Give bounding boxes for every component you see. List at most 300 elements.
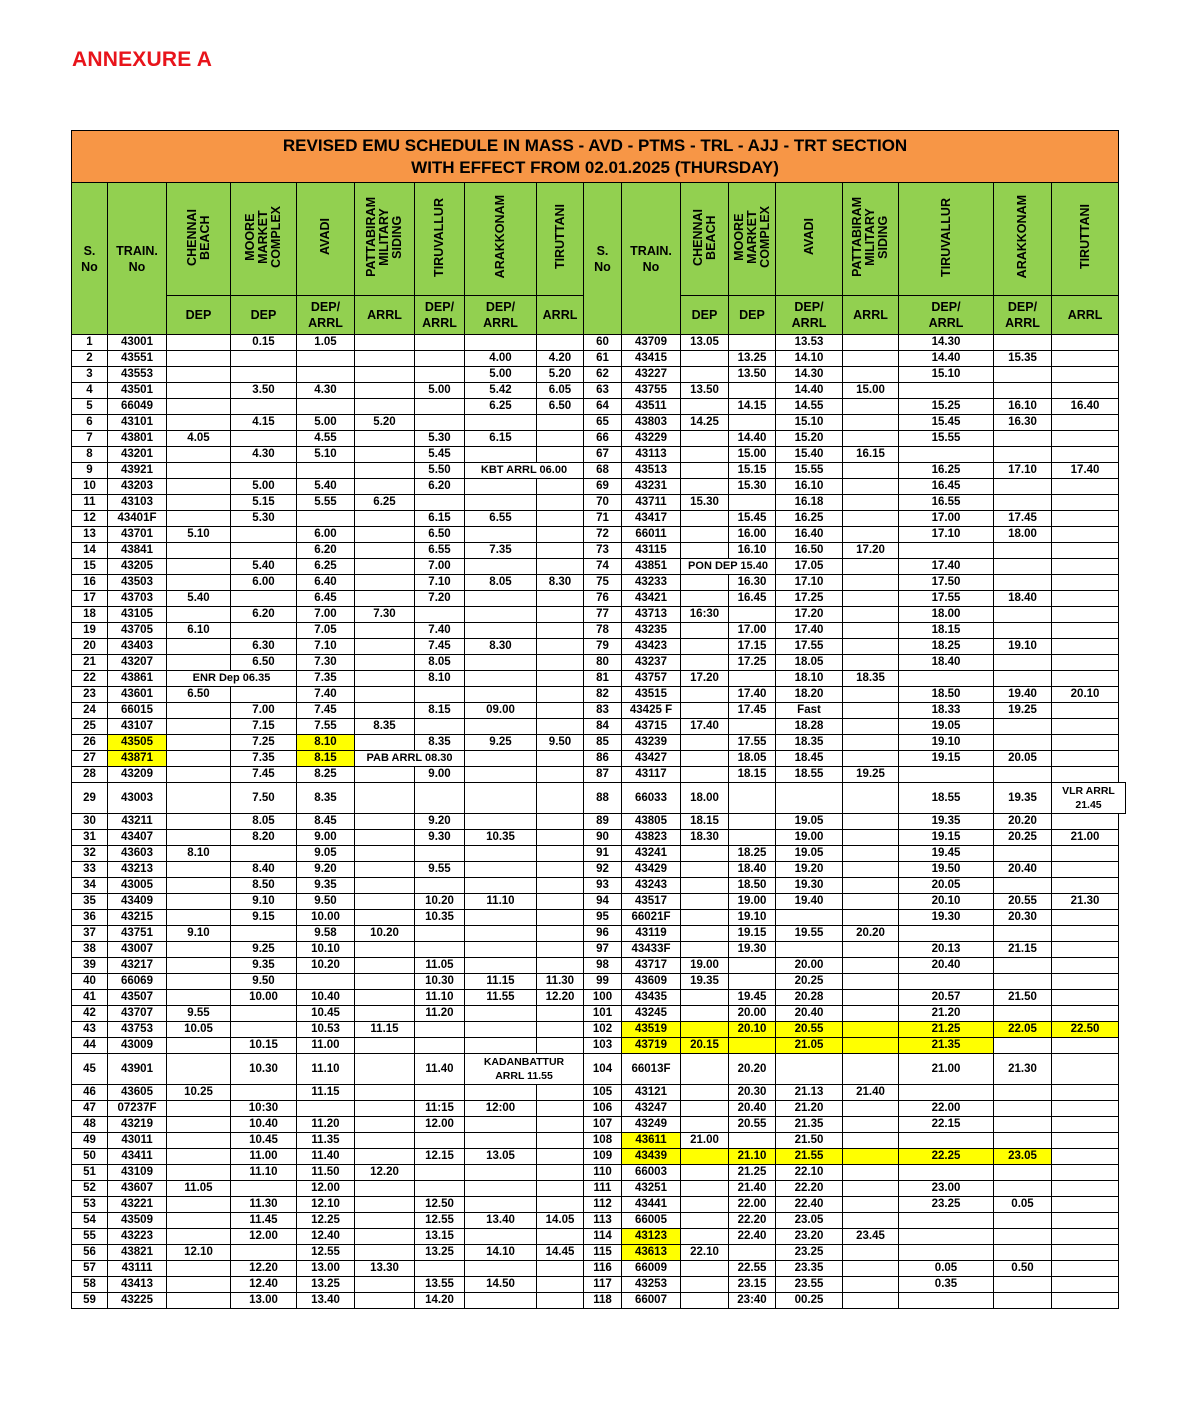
time-cell: 18.00 <box>681 783 729 814</box>
time-cell <box>776 783 843 814</box>
time-cell: 16.30 <box>994 415 1052 431</box>
time-cell <box>994 878 1052 894</box>
time-cell <box>355 479 415 495</box>
time-cell <box>231 623 297 639</box>
time-cell: 14.40 <box>729 431 776 447</box>
time-cell: 1.05 <box>297 335 355 351</box>
time-cell <box>681 687 729 703</box>
dep-arrl-header: ARRL <box>843 296 899 335</box>
time-cell <box>465 926 537 942</box>
train-no-cell: 43503 <box>108 575 167 591</box>
train-no-cell: 43423 <box>622 639 681 655</box>
sno-cell: 85 <box>584 735 622 751</box>
train-no-cell: 43105 <box>108 607 167 623</box>
train-no-cell: 43753 <box>108 1022 167 1038</box>
time-cell: 8.45 <box>297 814 355 830</box>
time-cell: 7.20 <box>415 591 465 607</box>
station-name: ARAKKONAM <box>493 195 507 279</box>
time-cell <box>537 942 584 958</box>
sno-cell: 2 <box>72 351 108 367</box>
time-cell: 19.40 <box>776 894 843 910</box>
time-cell <box>1052 415 1119 431</box>
station-header <box>1052 183 1119 296</box>
time-cell <box>1052 1293 1119 1309</box>
time-cell <box>167 1229 231 1245</box>
train-no-cell: 43235 <box>622 623 681 639</box>
time-cell: 19.50 <box>899 862 994 878</box>
time-cell <box>167 830 231 846</box>
time-cell <box>1052 1149 1119 1165</box>
time-cell <box>537 655 584 671</box>
time-cell <box>167 1277 231 1293</box>
time-cell: 10.30 <box>415 974 465 990</box>
time-cell: 10:30 <box>231 1101 297 1117</box>
time-cell <box>537 559 584 575</box>
time-cell <box>994 383 1052 399</box>
time-cell <box>465 607 537 623</box>
train-no-cell: 43515 <box>622 687 681 703</box>
sno-cell: 56 <box>72 1245 108 1261</box>
time-cell <box>994 1101 1052 1117</box>
time-cell: 15.55 <box>899 431 994 447</box>
time-cell <box>899 671 994 687</box>
train-no-cell: 43003 <box>108 783 167 814</box>
time-cell <box>167 607 231 623</box>
train-no-cell: 43801 <box>108 431 167 447</box>
time-cell <box>537 623 584 639</box>
time-cell: 19.15 <box>729 926 776 942</box>
table-row <box>72 958 1126 974</box>
time-cell: 20.10 <box>729 1022 776 1038</box>
time-cell <box>729 830 776 846</box>
time-cell: 11.30 <box>231 1197 297 1213</box>
sno-cell: 25 <box>72 719 108 735</box>
time-cell: KBT ARRL 06.00 <box>465 463 584 479</box>
time-cell <box>729 958 776 974</box>
time-cell <box>729 415 776 431</box>
time-cell <box>167 511 231 527</box>
time-cell: 13.25 <box>729 351 776 367</box>
time-cell <box>681 1117 729 1133</box>
time-cell: 21.00 <box>899 1054 994 1085</box>
sno-cell: 60 <box>584 335 622 351</box>
time-cell: 19.20 <box>776 862 843 878</box>
time-cell <box>843 639 899 655</box>
sno-cell: 94 <box>584 894 622 910</box>
time-cell <box>681 431 729 447</box>
sno-cell: 50 <box>72 1149 108 1165</box>
table-row <box>72 383 1126 399</box>
time-cell: 10.30 <box>231 1054 297 1085</box>
time-cell: 11:15 <box>415 1101 465 1117</box>
time-cell: 5.40 <box>167 591 231 607</box>
time-cell <box>994 1133 1052 1149</box>
time-cell <box>681 990 729 1006</box>
time-cell <box>1052 1245 1119 1261</box>
time-cell <box>415 399 465 415</box>
time-cell: 5.45 <box>415 447 465 463</box>
time-cell <box>843 655 899 671</box>
time-cell <box>355 735 415 751</box>
time-cell <box>843 1293 899 1309</box>
sno-cell: 118 <box>584 1293 622 1309</box>
time-cell <box>681 367 729 383</box>
time-cell: PAB ARRL 08.30 <box>355 751 465 767</box>
time-cell <box>355 559 415 575</box>
time-cell: 23.45 <box>843 1229 899 1245</box>
time-cell <box>167 479 231 495</box>
time-cell <box>297 511 355 527</box>
table-row <box>72 1181 1126 1197</box>
dep-arrl-header: DEP/ ARRL <box>994 296 1052 335</box>
train-no-cell: 43117 <box>622 767 681 783</box>
train-no-cell: 43403 <box>108 639 167 655</box>
time-cell <box>899 1213 994 1229</box>
sno-cell: 4 <box>72 383 108 399</box>
time-cell <box>167 1149 231 1165</box>
sno-cell: 46 <box>72 1085 108 1101</box>
sno-cell: 13 <box>72 527 108 543</box>
time-cell <box>1052 367 1119 383</box>
time-cell: 19.10 <box>899 735 994 751</box>
time-cell <box>1052 559 1119 575</box>
sno-cell: 36 <box>72 910 108 926</box>
time-cell <box>465 527 537 543</box>
sno-cell: 95 <box>584 910 622 926</box>
time-cell <box>167 399 231 415</box>
time-cell <box>843 1054 899 1085</box>
time-cell: 17.40 <box>729 687 776 703</box>
time-cell: 16.00 <box>729 527 776 543</box>
time-cell <box>355 399 415 415</box>
time-cell: 8.40 <box>231 862 297 878</box>
time-cell <box>681 862 729 878</box>
time-cell <box>355 1006 415 1022</box>
time-cell: 20.05 <box>899 878 994 894</box>
time-cell <box>843 942 899 958</box>
sno-cell: 77 <box>584 607 622 623</box>
table-row <box>72 1245 1126 1261</box>
time-cell: 22.05 <box>994 1022 1052 1038</box>
time-cell: 7.30 <box>297 655 355 671</box>
time-cell <box>167 958 231 974</box>
time-cell: 20.25 <box>776 974 843 990</box>
train-no-cell: 43841 <box>108 543 167 559</box>
time-cell <box>729 607 776 623</box>
time-cell <box>167 1165 231 1181</box>
time-cell: 19.35 <box>899 814 994 830</box>
time-cell <box>355 958 415 974</box>
time-cell <box>415 846 465 862</box>
time-cell: 21.50 <box>994 990 1052 1006</box>
time-cell <box>681 878 729 894</box>
sno-cell: 100 <box>584 990 622 1006</box>
sno-cell: 107 <box>584 1117 622 1133</box>
sno-cell: 76 <box>584 591 622 607</box>
time-cell <box>355 1054 415 1085</box>
train-no-cell: 43219 <box>108 1117 167 1133</box>
time-cell: 19.30 <box>899 910 994 926</box>
time-cell: 4.05 <box>167 431 231 447</box>
table-row <box>72 415 1126 431</box>
time-cell: 11.40 <box>415 1054 465 1085</box>
time-cell <box>465 862 537 878</box>
table-row <box>72 447 1126 463</box>
time-cell: 13.15 <box>415 1229 465 1245</box>
time-cell: 19.35 <box>681 974 729 990</box>
train-no-cell: 43109 <box>108 1165 167 1181</box>
time-cell <box>231 1022 297 1038</box>
time-cell <box>415 1022 465 1038</box>
train-no-cell: 66013F <box>622 1054 681 1085</box>
time-cell <box>537 703 584 719</box>
time-cell <box>843 830 899 846</box>
time-cell <box>994 1293 1052 1309</box>
train-no-cell: 43823 <box>622 830 681 846</box>
time-cell: 11.45 <box>231 1213 297 1229</box>
table-title <box>72 131 1119 183</box>
time-cell <box>1052 1197 1119 1213</box>
time-cell: 0.50 <box>994 1261 1052 1277</box>
time-cell <box>415 415 465 431</box>
time-cell: 16.25 <box>899 463 994 479</box>
sno-cell: 83 <box>584 703 622 719</box>
time-cell <box>355 942 415 958</box>
time-cell: 15.20 <box>776 431 843 447</box>
table-row <box>72 1213 1126 1229</box>
time-cell <box>1052 431 1119 447</box>
time-cell <box>1052 719 1119 735</box>
time-cell: 9.10 <box>231 894 297 910</box>
station-name: TIRUVALLUR <box>938 197 953 277</box>
time-cell: 14.15 <box>729 399 776 415</box>
time-cell: 20.30 <box>729 1085 776 1101</box>
time-cell <box>1052 942 1119 958</box>
time-cell: 17.20 <box>681 671 729 687</box>
sno-cell: 101 <box>584 1006 622 1022</box>
sno-cell: 38 <box>72 942 108 958</box>
time-cell: 4.20 <box>537 351 584 367</box>
time-cell: 18.20 <box>776 687 843 703</box>
time-cell <box>231 846 297 862</box>
sno-cell: 21 <box>72 655 108 671</box>
time-cell: 11.05 <box>415 958 465 974</box>
table-row <box>72 703 1126 719</box>
time-cell <box>994 719 1052 735</box>
time-cell: 11.00 <box>297 1038 355 1054</box>
time-cell <box>355 767 415 783</box>
time-cell <box>681 1197 729 1213</box>
train-no-cell: 43111 <box>108 1261 167 1277</box>
train-no-cell: 43429 <box>622 862 681 878</box>
sno-cell: 55 <box>72 1229 108 1245</box>
time-cell: 17.55 <box>729 735 776 751</box>
table-row <box>72 783 1126 814</box>
time-cell <box>355 1229 415 1245</box>
time-cell: 8.05 <box>231 814 297 830</box>
time-cell: 22.00 <box>899 1101 994 1117</box>
time-cell: 14.40 <box>899 351 994 367</box>
train-no-cell: 43509 <box>108 1213 167 1229</box>
time-cell <box>681 735 729 751</box>
time-cell <box>355 591 415 607</box>
time-cell <box>231 543 297 559</box>
time-cell: 21.15 <box>994 942 1052 958</box>
time-cell <box>537 415 584 431</box>
time-cell: 23.55 <box>776 1277 843 1293</box>
train-no-cell: 43711 <box>622 495 681 511</box>
time-cell: 21.20 <box>776 1101 843 1117</box>
time-cell <box>537 1101 584 1117</box>
time-cell <box>355 1038 415 1054</box>
time-cell: 13.25 <box>297 1277 355 1293</box>
time-cell <box>465 479 537 495</box>
time-cell <box>465 1181 537 1197</box>
time-cell <box>355 575 415 591</box>
sno-cell: 28 <box>72 767 108 783</box>
time-cell: 21.00 <box>681 1133 729 1149</box>
time-cell <box>899 447 994 463</box>
sno-cell: 10 <box>72 479 108 495</box>
time-cell: 20.30 <box>994 910 1052 926</box>
time-cell: 20.55 <box>776 1022 843 1038</box>
time-cell: 20.40 <box>994 862 1052 878</box>
time-cell: 19.45 <box>729 990 776 1006</box>
time-cell <box>537 1085 584 1101</box>
time-cell <box>167 703 231 719</box>
time-cell: 19.00 <box>681 958 729 974</box>
time-cell: 11.00 <box>231 1149 297 1165</box>
table-row <box>72 1085 1126 1101</box>
time-cell <box>681 463 729 479</box>
time-cell: 19.10 <box>994 639 1052 655</box>
time-cell <box>843 687 899 703</box>
time-cell: 17.00 <box>899 511 994 527</box>
time-cell <box>537 543 584 559</box>
time-cell <box>843 862 899 878</box>
time-cell <box>167 559 231 575</box>
time-cell <box>843 351 899 367</box>
time-cell <box>994 431 1052 447</box>
sno-cell: 30 <box>72 814 108 830</box>
time-cell: 5.10 <box>167 527 231 543</box>
time-cell: 22.20 <box>776 1181 843 1197</box>
time-cell <box>681 655 729 671</box>
time-cell <box>994 1229 1052 1245</box>
time-cell <box>681 1181 729 1197</box>
time-cell <box>297 1101 355 1117</box>
time-cell: 18.05 <box>729 751 776 767</box>
time-cell: 9.05 <box>297 846 355 862</box>
time-cell: 16.45 <box>729 591 776 607</box>
time-cell: 6.50 <box>167 687 231 703</box>
time-cell <box>537 1117 584 1133</box>
train-no-cell: 43821 <box>108 1245 167 1261</box>
time-cell: 15.10 <box>776 415 843 431</box>
sno-cell: 58 <box>72 1277 108 1293</box>
sno-cell: 43 <box>72 1022 108 1038</box>
train-no-cell: 43009 <box>108 1038 167 1054</box>
train-no-cell: 43707 <box>108 1006 167 1022</box>
train-no-cell: 43229 <box>622 431 681 447</box>
time-cell <box>994 846 1052 862</box>
time-cell <box>465 1261 537 1277</box>
station-header <box>167 183 231 296</box>
train-no-cell: 43011 <box>108 1133 167 1149</box>
table-row <box>72 527 1126 543</box>
time-cell: 11.55 <box>465 990 537 1006</box>
time-cell: 18.55 <box>776 767 843 783</box>
train-no-cell: 43231 <box>622 479 681 495</box>
sno-cell: 114 <box>584 1229 622 1245</box>
time-cell: 19.25 <box>994 703 1052 719</box>
time-cell <box>843 783 899 814</box>
station-name: AVADI <box>801 218 816 256</box>
time-cell: 20.20 <box>729 1054 776 1085</box>
sno-cell: 93 <box>584 878 622 894</box>
time-cell: 18.05 <box>776 655 843 671</box>
time-cell: 5.20 <box>537 367 584 383</box>
title-line-2: WITH EFFECT FROM 02.01.2025 (THURSDAY) <box>411 157 779 177</box>
time-cell: 12.55 <box>297 1245 355 1261</box>
train-no-cell: 43233 <box>622 575 681 591</box>
time-cell: 18.40 <box>729 862 776 878</box>
table-row <box>72 1197 1126 1213</box>
time-cell: 5.40 <box>231 559 297 575</box>
time-cell <box>681 479 729 495</box>
time-cell: 15.15 <box>729 463 776 479</box>
sno-cell: 97 <box>584 942 622 958</box>
time-cell <box>167 1261 231 1277</box>
time-cell <box>415 335 465 351</box>
time-cell: 9.50 <box>297 894 355 910</box>
time-cell <box>537 687 584 703</box>
time-cell <box>167 719 231 735</box>
dep-arrl-header: DEP/ ARRL <box>415 296 465 335</box>
time-cell: 15.30 <box>729 479 776 495</box>
time-cell <box>415 351 465 367</box>
time-cell <box>843 958 899 974</box>
time-cell <box>537 1181 584 1197</box>
time-cell <box>465 1022 537 1038</box>
time-cell: 18.45 <box>776 751 843 767</box>
time-cell: 21.30 <box>994 1054 1052 1085</box>
time-cell: 0.05 <box>994 1197 1052 1213</box>
time-cell <box>681 575 729 591</box>
time-cell: 10.00 <box>231 990 297 1006</box>
time-cell <box>355 783 415 814</box>
time-cell <box>355 846 415 862</box>
train-no-cell: 43757 <box>622 671 681 687</box>
table-row <box>72 1293 1126 1309</box>
time-cell <box>1052 1277 1119 1293</box>
time-cell: 12.00 <box>297 1181 355 1197</box>
time-cell: 20.40 <box>899 958 994 974</box>
table-row <box>72 846 1126 862</box>
time-cell <box>355 1277 415 1293</box>
time-cell <box>231 367 297 383</box>
time-cell <box>355 431 415 447</box>
sno-cell: 42 <box>72 1006 108 1022</box>
annexure-label: ANNEXURE A <box>72 48 213 71</box>
sno-cell: 39 <box>72 958 108 974</box>
time-cell: 19.45 <box>899 846 994 862</box>
train-no-cell: 66015 <box>108 703 167 719</box>
time-cell: 8.15 <box>297 751 355 767</box>
time-cell: 10.35 <box>465 830 537 846</box>
sno-cell: 62 <box>584 367 622 383</box>
time-cell <box>167 383 231 399</box>
